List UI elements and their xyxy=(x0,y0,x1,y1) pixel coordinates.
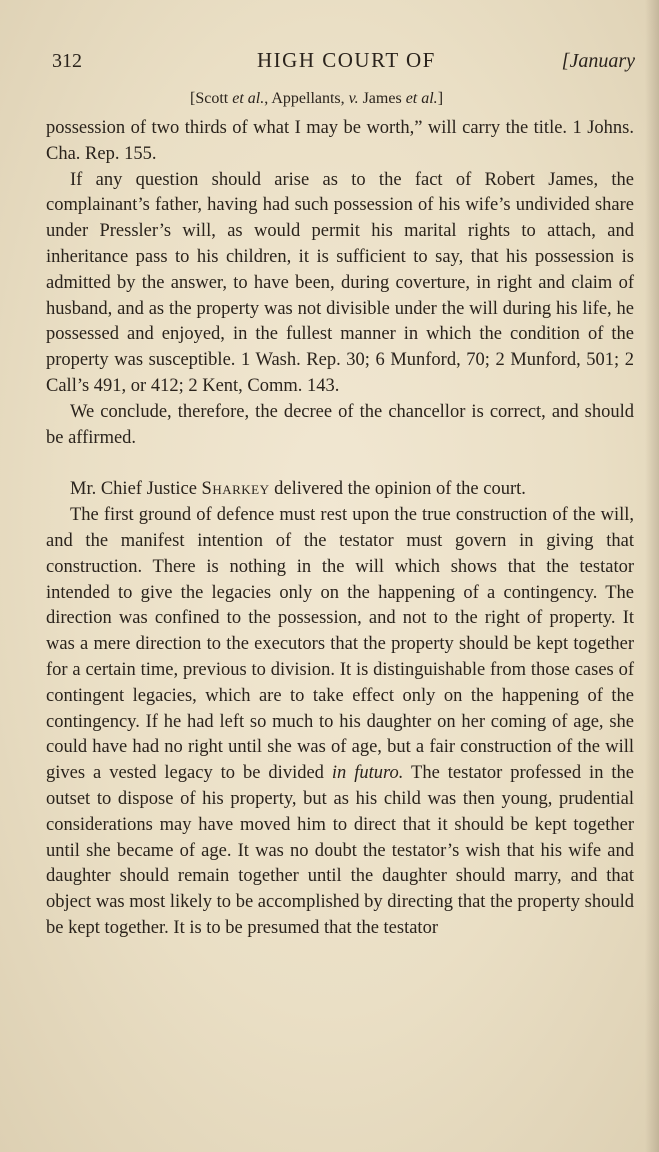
caption-et-al-2: et al. xyxy=(405,90,438,107)
paragraph-conclusion: We conclude, therefore, the decree of the chancellor is correct, and should be affirmed. xyxy=(46,401,634,448)
caption-open-bracket: [ xyxy=(190,90,196,107)
caption-party-1: Scott xyxy=(195,90,229,107)
case-caption xyxy=(190,90,443,108)
opinion-text-part-2: The testator professed in the outset to dispose of his property, but as his child was then young, prudential considerations may have moved him to direct that it should be kept together until she became of age. It was no doubt the testator’s wish that his wife and daughter should remain together until the daughter should marry, and that object was most likely to be accomplished by directing that the property should be kept together. It is to be presumed that the testator xyxy=(46,763,635,938)
body-text xyxy=(46,116,634,942)
justice-name: Sharkey xyxy=(201,479,270,500)
paragraph-possession: If any question should arise as to the fact of Robert James, the complainant’s father, having had such possession of his wife’s undivided share under Pressler’s will, as would permit his marital rights to attach, and inheritance pass to his children, it is sufficient to say, that his possession is admitted by the answer, to have been, during coverture, in right and claim of husband, and as the property was not divisible under the will during his life, he possessed and enjoyed, in the fullest manner in which the condition of the property was susceptible. 1 Wash. Rep. 30; 6 Munford, 70; 2 Munford, 501; 2 Call’s 491, or 412; 2 Kent, Comm. 143. xyxy=(46,169,634,396)
running-head-month: [January xyxy=(561,50,635,72)
page-number: 312 xyxy=(52,50,82,72)
caption-versus: v. xyxy=(348,90,359,107)
paragraph-continuation: possession of two thirds of what I may be worth,” will carry the title. 1 Johns. Cha. Rep. 155. xyxy=(46,118,634,164)
caption-et-al-1: et al. xyxy=(232,90,265,107)
running-head xyxy=(52,46,637,80)
opinion-intro-suffix: delivered the opinion of the court. xyxy=(269,479,526,500)
paragraph-opinion xyxy=(46,503,634,942)
caption-appellants: , Appellants, xyxy=(264,90,345,107)
opinion-intro-prefix: Mr. Chief Justice xyxy=(70,479,202,500)
opinion-text-part-1: The first ground of defence must rest upon the true construction of the will, and the manifest intention of the testator must govern in giving that construction. There is nothing in the will which shows that the testator intended to give the legacies only on the happening of a contingency. The direction was confined to the possession, and not to the right of property. It was a mere direction to the executors that the property should be kept together for a certain time, previous to division. It is distinguishable from those cases of contingent legacies, which are to take effect only on the happening of the contingency. If he had left so much to his daughter on her coming of age, she could have had no right until she was of age, but a fair construction of the will gives a vested legacy to be divided xyxy=(46,505,634,784)
caption-party-2: James xyxy=(362,90,402,107)
running-head-title: HIGH COURT OF xyxy=(257,48,436,72)
paragraph-opinion-intro xyxy=(46,477,634,503)
caption-close-bracket: ] xyxy=(437,90,444,107)
opinion-italic-phrase: in futuro. xyxy=(331,763,404,784)
